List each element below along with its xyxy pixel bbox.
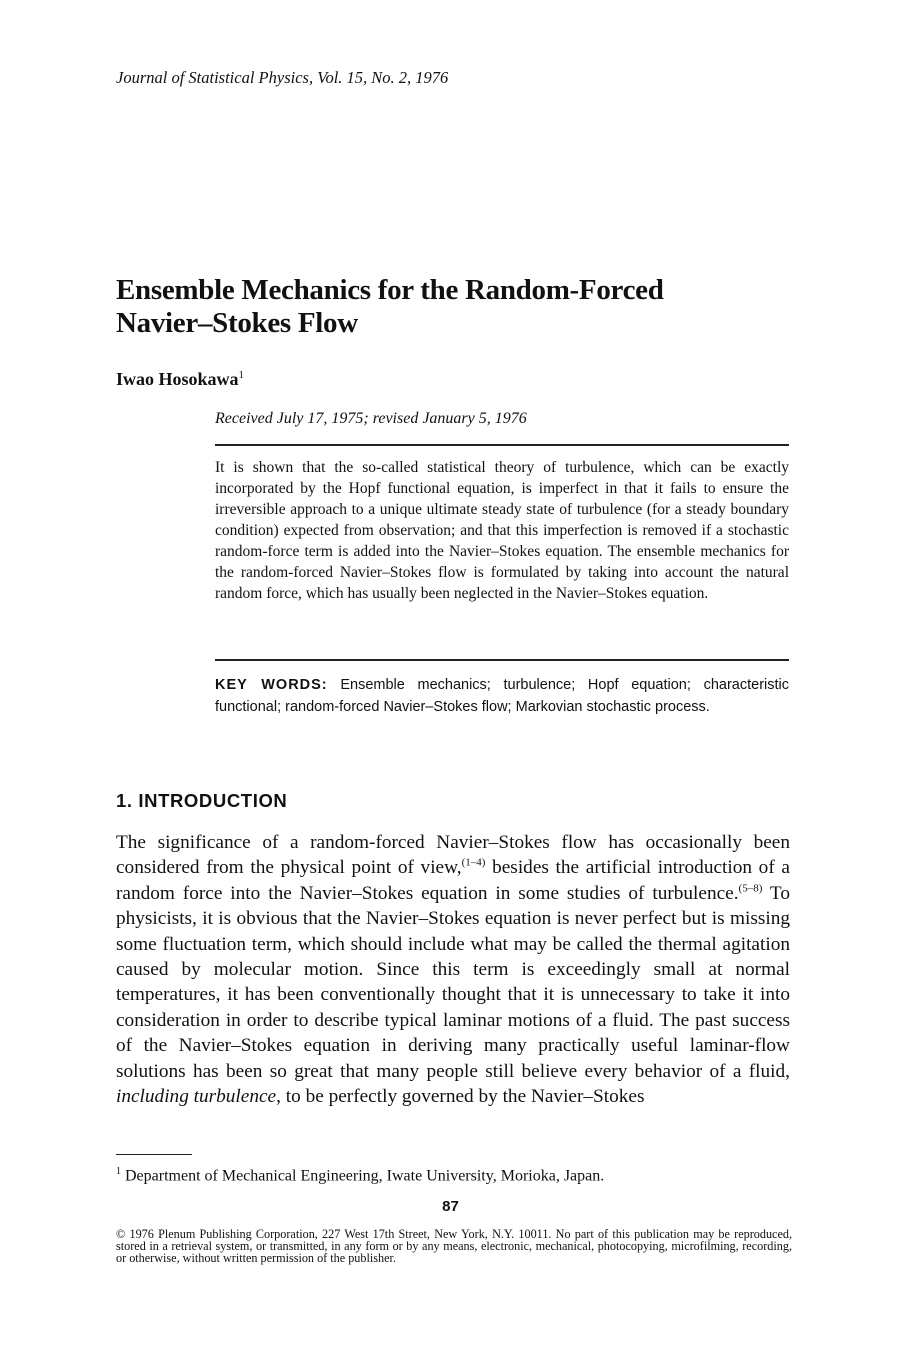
journal-header: Journal of Statistical Physics, Vol. 15, No. 2, 1976 (116, 68, 449, 87)
abstract-bottom-rule (215, 659, 789, 661)
footnote-text: Department of Mechanical Engineering, Iwate University, Morioka, Japan. (121, 1167, 605, 1185)
citation-2: (5–8) (738, 882, 763, 895)
section-heading: 1. INTRODUCTION (116, 790, 288, 811)
keywords-label: KEY WORDS: (215, 677, 328, 693)
title-line-2: Navier–Stokes Flow (116, 307, 358, 339)
title-line-1: Ensemble Mechanics for the Random-Forced (116, 274, 664, 306)
page-number: 87 (442, 1198, 459, 1215)
copyright-notice: © 1976 Plenum Publishing Corporation, 227 West 17th Street, New York, N.Y. 10011. No part of this publication may be reproduced, stored in a retrieval system, or transmitted, in any form or by any means, electronic, mechanical, photocopying, microfilming, recording, or otherwise, without written permission of the publisher. (116, 1227, 792, 1265)
author-name (116, 369, 244, 390)
footnote (116, 1166, 604, 1185)
keywords-list: Ensemble mechanics; turbulence; Hopf equation; characteristic functional; random-forced Navier–Stokes flow; Markovian stochastic process. (215, 677, 789, 715)
intro-text-2: besides the artificial introduction of a random force into the Navier–Stokes equation in some studies of turbulence. (116, 857, 790, 904)
received-dates: Received July 17, 1975; revised January 5, 1976 (215, 410, 527, 427)
intro-text-4: , to be perfectly governed by the Navier–Stokes (276, 1086, 645, 1108)
author-footnote-mark: 1 (238, 369, 245, 381)
intro-text-3: To physicists, it is obvious that the Navier–Stokes equation is never perfect but is missing some fluctuation term, which should include what may be called the thermal agitation caused by molecular motion. Since this term is exceedingly small at normal temperatures, it has been conventionally thought that it is unnecessary to take it into consideration in order to describe typical laminar motions of a fluid. The past success of the Navier–Stokes equation in deriving many practically useful laminar-flow solutions has been so great that many people still believe every behavior of a fluid, (116, 882, 790, 1082)
intro-text-1: The significance of a random-forced Navier–Stokes flow has occasionally been considered from the physical point of view, (116, 832, 790, 879)
abstract: It is shown that the so-called statistical theory of turbulence, which can be exactly incorporated by the Hopf functional equation, is imperfect in that it fails to ensure the irreversible approach to a unique ultimate steady state of turbulence (for a steady boundary condition) expected from observation; and that this imperfection is removed if a stochastic random-force term is added into the Navier–Stokes equation. The ensemble mechanics for the random-forced Navier–Stokes flow is formulated by taking into account the natural random force, which has usually been neglected in the Navier–Stokes equation. (215, 459, 789, 602)
article-title (116, 274, 816, 340)
author-text: Iwao Hosokawa (116, 369, 239, 389)
intro-paragraph (116, 830, 790, 1109)
citation-1: (1–4) (461, 856, 486, 869)
intro-italic: including turbulence (116, 1086, 277, 1108)
footnote-mark: 1 (116, 1166, 121, 1177)
footnote-rule (116, 1154, 192, 1155)
abstract-top-rule (215, 444, 789, 446)
keywords (215, 675, 789, 718)
